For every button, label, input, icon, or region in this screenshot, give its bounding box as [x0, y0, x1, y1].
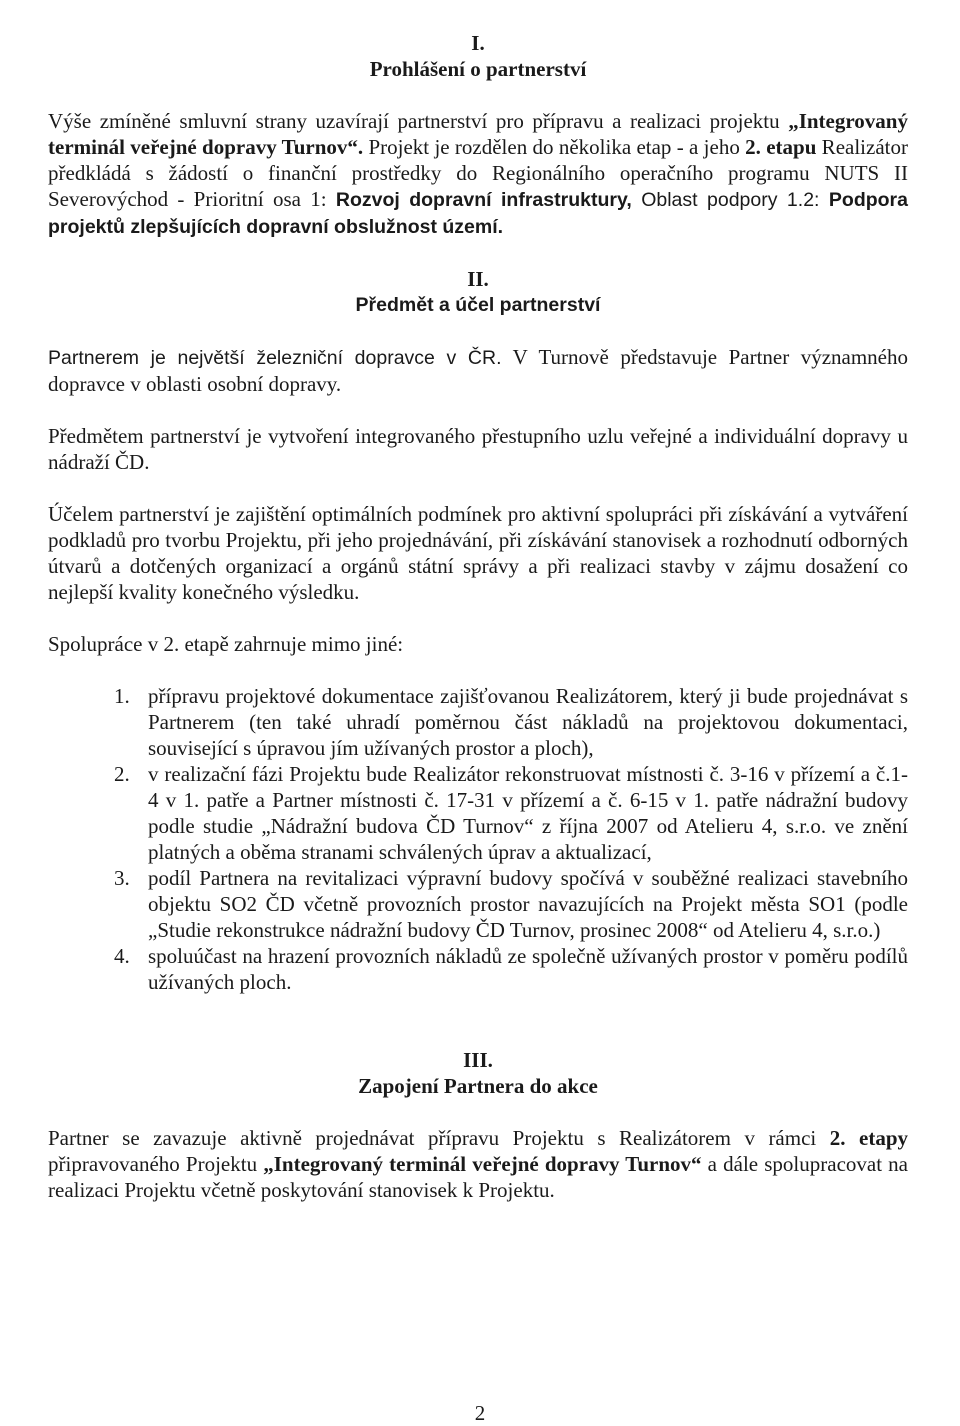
section-3-paragraph [48, 1125, 908, 1203]
section-1-paragraph [48, 108, 908, 240]
project-name-bold: „Integrovaný terminál veřejné dopravy Turnov“. [48, 109, 908, 159]
list-item [48, 943, 908, 995]
text-run: Partner se zavazuje aktivně projednávat přípravu Projektu s Realizátorem v rámci [48, 1126, 830, 1150]
text-run: V Turnově představuje Partner významného dopravce v oblasti osobní dopravy. [48, 345, 909, 396]
priority-axis-bold: Rozvoj dopravní infrastruktury, [335, 189, 632, 211]
text-run: Výše zmíněné smluvní strany uzavírají partnerství pro přípravu a realizaci projektu [48, 109, 789, 133]
section-2-paragraph-4: Spolupráce v 2. etapě zahrnuje mimo jiné: [48, 632, 404, 656]
list-item-text: spoluúčast na hrazení provozních nákladů ze společně užívaných prostor v poměru podílů užívaných ploch. [148, 944, 908, 994]
section-1-title: Prohlášení o partnerství [369, 57, 587, 81]
section-2-paragraph-1 [48, 344, 908, 397]
list-item-number: 3. [114, 866, 130, 890]
list-item [48, 761, 908, 865]
list-item-text: podíl Partnera na revitalizaci výpravní budovy spočívá v souběžné realizaci stavebního objektu SO2 ČD včetně provozních prostor navazujících na Projekt města SO1 (podle „Studie rekonstrukce nádražní budovy ČD Turnov, prosinec 2008“ od Atelieru 4, s.r.o.) [148, 866, 908, 942]
section-2-paragraph-3: Účelem partnerství je zajištění optimálních podmínek pro aktivní spolupráci při získávání a vytváření podkladů pro tvorbu Projektu, při jeho projednávání, při získávání stanovisek a rozhodnutí odborných útvarů a dotčených organizací a orgánů státní správy a při realizaci stavby v zájmu dosažení co nejlepší kvality konečného výsledku. [48, 502, 908, 604]
text-run: a dále spolupracovat na realizaci Projektu včetně poskytování stanovisek k Projektu. [48, 1152, 908, 1202]
section-2-number: II. [467, 267, 489, 291]
page-number: 2 [474, 1401, 486, 1425]
section-1-number: I. [471, 31, 485, 55]
text-run: připravovaného Projektu [48, 1152, 264, 1176]
support-area-bold: Podpora projektů zlepšujících dopravní obslužnost území. [48, 189, 908, 238]
section-2-paragraph-2: Předmětem partnerství je vytvoření integrovaného přestupního uzlu veřejné a individuální dopravy u nádraží ČD. [48, 424, 908, 474]
section-3-title: Zapojení Partnera do akce [358, 1074, 598, 1098]
list-item-number: 4. [114, 944, 130, 968]
text-run: Partnerem je největší železniční dopravce v ČR. [48, 347, 502, 369]
list-item [48, 683, 908, 761]
stage-bold: 2. etapy [829, 1126, 908, 1150]
text-run: Oblast podpory 1.2: [631, 189, 829, 211]
list-item-text: v realizační fázi Projektu bude Realizátor rekonstruovat místnosti č. 3-16 v přízemí a č.1-4 v 1. patře a Partner místnosti č. 17-31 v přízemí a č. 6-15 v 1. patře nádražní budovy podle studie „Nádražní budova ČD Turnov“ z října 2007 od Atelieru 4, s.r.o. ve znění platných a oběma stranami schválených úprav a aktualizací, [148, 762, 908, 864]
list-item-number: 1. [114, 684, 130, 708]
list-item-text: přípravu projektové dokumentace zajišťovanou Realizátorem, který ji bude projednávat s Partnerem (ten také uhradí poměrnou část nákladů na projektovou dokumentaci, související s úpravou jím užívaných prostor a ploch), [148, 684, 908, 760]
list-item [48, 865, 908, 943]
list-item-number: 2. [114, 762, 130, 786]
text-run: Realizátor předkládá s žádostí o finanční prostředky do Regionálního operačního programu NUTS II Severovýchod - Prioritní osa 1: [48, 135, 908, 211]
document-page [48, 30, 908, 1203]
cooperation-list [48, 683, 908, 995]
section-2-title: Předmět a účel partnerství [355, 294, 601, 316]
section-3-number: III. [463, 1048, 493, 1072]
project-name-bold: „Integrovaný terminál veřejné dopravy Turnov“ [263, 1152, 702, 1176]
text-run: Projekt je rozdělen do několika etap - a jeho [363, 135, 746, 159]
stage-bold: 2. etapu [745, 135, 817, 159]
